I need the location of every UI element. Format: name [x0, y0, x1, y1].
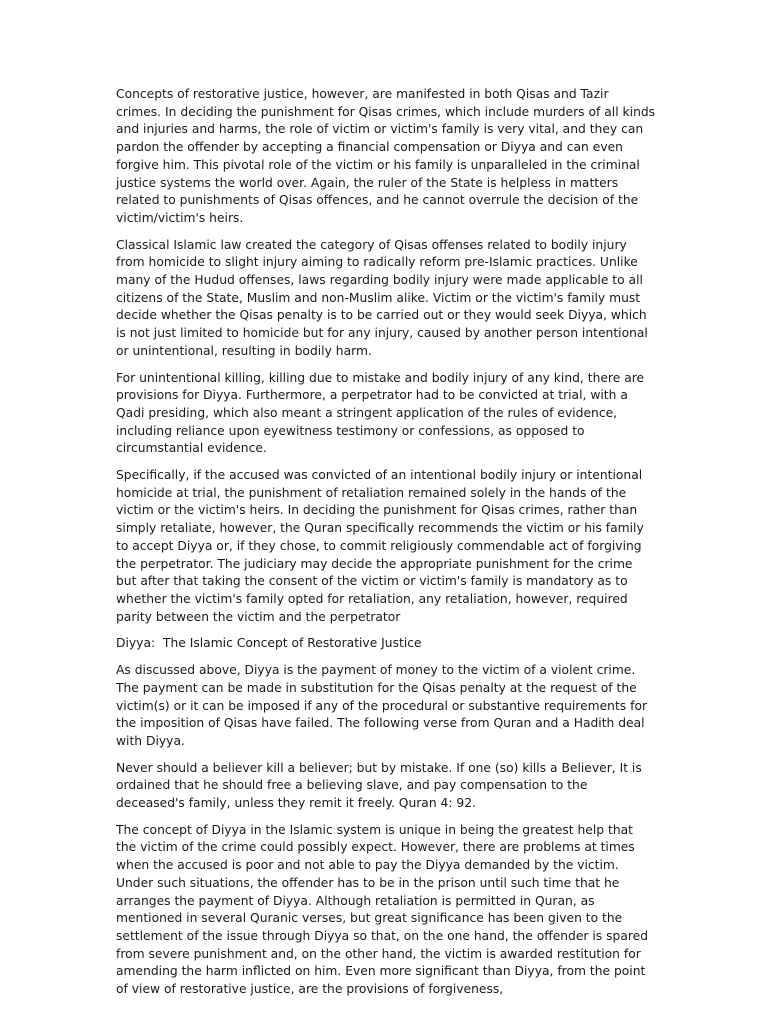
section-heading: Diyya: The Islamic Concept of Restorative Justice	[116, 636, 422, 651]
quran-verse-quote: Never should a believer kill a believer; but by mistake. If one (so) kills a Believer, It is ordained that he should free a believing slave, and pay compensation to the deceased's family, unless they remit it freely. Quran 4: 92.	[116, 760, 642, 811]
paragraph-4: Specifically, if the accused was convicted of an intentional bodily injury or intentional homicide at trial, the punishment of retaliation remained solely in the hands of the victim or the victim's heirs. In deciding the punishment for Qisas crimes, rather than simply retaliate, however, the Quran specifically recommends the victim or his family to accept Diyya or, if they chose, to commit religiously commendable act of forgiving the perpetrator. The judiciary may decide the appropriate punishment for the crime but after that taking the consent of the victim or victim's family is mandatory as to whether the victim's family opted for retaliation, any retaliation, however, required parity between the victim and the perpetrator	[116, 468, 644, 624]
paragraph-5: As discussed above, Diyya is the payment of money to the victim of a violent crime. The payment can be made in substitution for the Qisas penalty at the request of the victim(s) or it can be imposed if any of the procedural or substantive requirements for the imposition of Qisas have failed. The following verse from Quran and a Hadith deal with Diyya.	[116, 663, 648, 748]
paragraph-2: Classical Islamic law created the category of Qisas offenses related to bodily injury from homicide to slight injury aiming to radically reform pre-Islamic practices. Unlike many of the Hudud offenses, laws regarding bodily injury were made applicable to all citizens of the State, Muslim and non-Muslim alike. Victim or the victim's family must decide whether the Qisas penalty is to be carried out or they would seek Diyya, which is not just limited to homicide but for any injury, caused by another person intentional or unintentional, resulting in bodily harm.	[116, 237, 648, 358]
paragraph-7: The concept of Diyya in the Islamic system is unique in being the greatest help that the victim of the crime could possibly expect. However, there are problems at times when the accused is poor and not able to pay the Diyya demanded by the victim. Under such situations, the offender has to be in the prison until such time that he arranges the payment of Diyya. Although retaliation is permitted in Quran, as mentioned in several Quranic verses, but great significance has been given to the settlement of the issue through Diyya so that, on the one hand, the offender is spared from severe punishment and, on the other hand, the victim is awarded restitution for amending the harm inflicted on him. Even more significant than Diyya, from the point of view of restorative justice, are the provisions of forgiveness,	[116, 822, 649, 997]
paragraph-1: Concepts of restorative justice, however, are manifested in both Qisas and Tazir crimes. In deciding the punishment for Qisas crimes, which include murders of all kinds and injuries and harms, the role of victim or victim's family is very vital, and they can pardon the offender by accepting a financial compensation or Diyya and can even forgive him. This pivotal role of the victim or his family is unparalleled in the criminal justice systems the world over. Again, the ruler of the State is helpless in matters related to punishments of Qisas offences, and he cannot overrule the decision of the victim/victim's heirs.	[116, 87, 656, 225]
paragraph-3: For unintentional killing, killing due to mistake and bodily injury of any kind, there are provisions for Diyya. Furthermore, a perpetrator had to be convicted at trial, with a Qadi presiding, which also meant a stringent application of the rules of evidence, including reliance upon eyewitness testimony or confessions, as opposed to circumstantial evidence.	[116, 370, 645, 456]
